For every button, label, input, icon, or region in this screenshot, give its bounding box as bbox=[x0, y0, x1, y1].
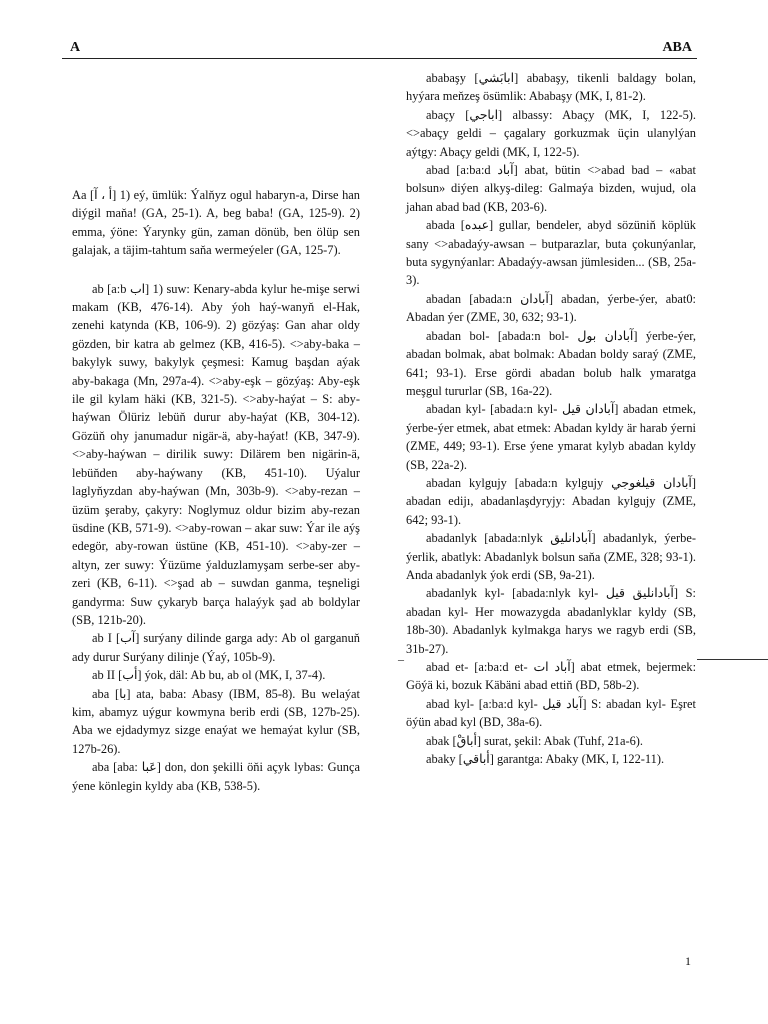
dictionary-entry-ab: ab [a:b اب] 1) suw: Kenary-abda kylur he-mişe serwi makam (KB, 476-14). Aby ýoh haý-wanyň el-Hak, zenehi katynda (KB, 106-9). 2) gözýaş: Gan ahar oldy gözden, bir katra ab gelmez (KB, 416-5). <>aby-baka – bakylyk suwy, bakylyk çeşmesi: Kamug başdan aýak aby-bakaga (Mn, 297a-4). <>aby-eşk – gözýaş: Aby-eşk ile gil kylam häki (KB, 321-5). <>aby-haýat – S: aby-haýwan Ölüriz lebüň durur aby-haýat (KB, 304-12). Gözüň ohy janumadur nigär-ä, aby-haýat! (KB, 347-9). <>aby-haýwan – dirilik suwy: Dilärem ben nigärin-ä, lebüňden aby-haýwany (KB, 451-10). Uýalur laglyňyzdan aby-haýwan (Mn, 303b-9). <>aby-rezan – üzüm şeraby, çakyry: Noglymuz oldur bizim aby-rezan üsdine (KB, 571-9). <>aby-rowan – akar suw: Ýar ile aýş edegör, aby-rowan üstüne (KB, 451-10). <>aby-zer – altyn, zer suwy: Ýüzüme ýalduzlamyşam serbe-ser aby-zeri (KB, 6-11). <>şad ab – suwdan ganma, teşneligi gandyrma: Suw çykaryb barça halaýyk şad ab boldylar (SB, 121b-20). bbox=[72, 281, 361, 627]
dictionary-entry-ababasy: ababaşy [ابابَشي] ababaşy, tikenli baldagy bolan, hyýara meňzeş ösümlik: Ababaşy (MK, I, 81-2). bbox=[406, 71, 696, 104]
dictionary-entry-abadanlyk: abadanlyk [abada:nlyk آبادانليق] abadanlyk, ýerbe-ýerlik, abatlyk: Abadanlyk bolsun saňa (ZME, 328; 93-1). Anda abadanlyk ýok erdi (SB, 9a-21). bbox=[406, 531, 696, 582]
dictionary-entry-abaky: abaky [أباقي] garantga: Abaky (MK, I, 122-11). bbox=[426, 752, 665, 767]
page-number: 1 bbox=[685, 954, 691, 968]
dictionary-entry-abadanlyk-kyl: abadanlyk kyl- [abada:nlyk kyl- آبادانليق قيل] S: abadan kyl- Her mowazygda abadanlyklar kyldy (SB, 18b-30). Abadanlyk kylmakga harys we ragyb erdi (SB, 31b-27). bbox=[406, 586, 696, 656]
dictionary-entry-abad-kyl: abad kyl- [a:ba:d kyl- آباد قيل] S: abadan kyl- Eşret öýün abad kyl (BD, 38a-6). bbox=[406, 696, 696, 730]
dictionary-entry-aba-2: aba [aba: عَبا] don, don şekilli öňi açyk lybas: Gunça ýene könlegin kyldy aba (KB, 538-5). bbox=[72, 760, 360, 793]
left-column bbox=[72, 186, 360, 795]
dictionary-entry-aa: Aa [أ ، آ] 1) eý, ümlük: Ýalňyz ogul habaryn-a, Dirse han diýgil maňa! (GA, 25-1). A, beg baba! (GA, 125-9). 2) emma, ýöne: Ýarynky gün, zaman dönüb, ben ölüp sen galajak, a täjim-tahtum saňa wermeýeler (GA, 125-7). bbox=[72, 188, 360, 258]
dictionary-entry-abada: abada [عبده] gullar, bendeler, abyd sözüniň köplük sany <>abadaýy-awsan – butparazlar, buta çokunýanlar, buta sygynýanlar: Abadaýy-awsan jümlesiden... (SB, 25a-3). bbox=[406, 218, 696, 288]
dictionary-entry-abadan: abadan [abada:n آبادان] abadan, ýerbe-ýer, abat0: Abadan ýer (ZME, 30, 632; 93-1). bbox=[406, 291, 696, 325]
margin-line bbox=[697, 659, 768, 660]
running-header-left: A bbox=[70, 40, 81, 55]
dictionary-entry-ab-i: ab I [آب] surýany dilinde garga ady: Ab ol garganuň ady durur Surýany dilinje (Ýaý, 105b-9). bbox=[72, 631, 360, 664]
dictionary-entry-abad: abad [a:ba:d آباد] abat, bütin <>abad bad – «abat bolsun» diýen alkyş-dileg: Galmaýa bizden, wujud, ola jahan abad bad (KB, 203-6). bbox=[406, 163, 696, 214]
dictionary-entry-abadan-bol: abadan bol- [abada:n bol- آبادان بول] ýerbe-ýer, abadan bolmak, abat bolmak: Abadan boldy saraý (ZME, 641; 93-1). Erse gördi abadan bolub halk ymaratga meşgul tururlar (SB, 16a-22). bbox=[406, 328, 696, 398]
dictionary-entry-abad-et: abad et- [a:ba:d et- آباد ات] abat etmek, bejermek: Göýä ki, bozuk Käbäni abad ettiň (BD, 58b-2). bbox=[406, 660, 697, 693]
margin-dash: – bbox=[398, 652, 404, 666]
dictionary-entry-abadan-kylgujy: abadan kylgujy [abada:n kylgujy آبادان قيلغوجي] abadan edijı, abadanlaşdyryjy: Abadan kylgujy (ZME, 642; 93-1). bbox=[406, 475, 696, 527]
header-rule bbox=[62, 58, 697, 59]
right-column bbox=[406, 69, 696, 768]
dictionary-entry-ab-ii: ab II [أب] ýok, däl: Ab bu, ab ol (MK, I, 37-4). bbox=[92, 668, 326, 683]
dictionary-entry-abak: abak [أباقْ] surat, şekil: Abak (Tuhf, 21a-6). bbox=[426, 733, 644, 748]
dictionary-entry-abacy: abaçy [اباجي] albassy: Abaçy (MK, I, 122-5). <>abaçy geldi – çagalary gorkuzmak üçin ulanylýan aýtgy: Abaçy geldi (MK, I, 122-5). bbox=[406, 107, 696, 159]
running-header-right: ABA bbox=[662, 40, 692, 55]
dictionary-entry-aba-1: aba [با] ata, baba: Abasy (IBM, 85-8). Bu welaýat kim, abamyz uýgur kowmyna berib erdi (SB, 127b-25). Aba we ejdadymyz sizge enaýat we hemaýat kylur (SB, 127b-26). bbox=[72, 686, 360, 756]
dictionary-entry-abadan-kyl: abadan kyl- [abada:n kyl- آبادان قيل] abadan etmek, ýerbe-ýer etmek, abat etmek: Abadan kyldy är harab ýerni (ZME, 449; 93-1). Erse ýene ymarat kylyb abadan kyldy (SB, 22a-2). bbox=[406, 402, 696, 472]
